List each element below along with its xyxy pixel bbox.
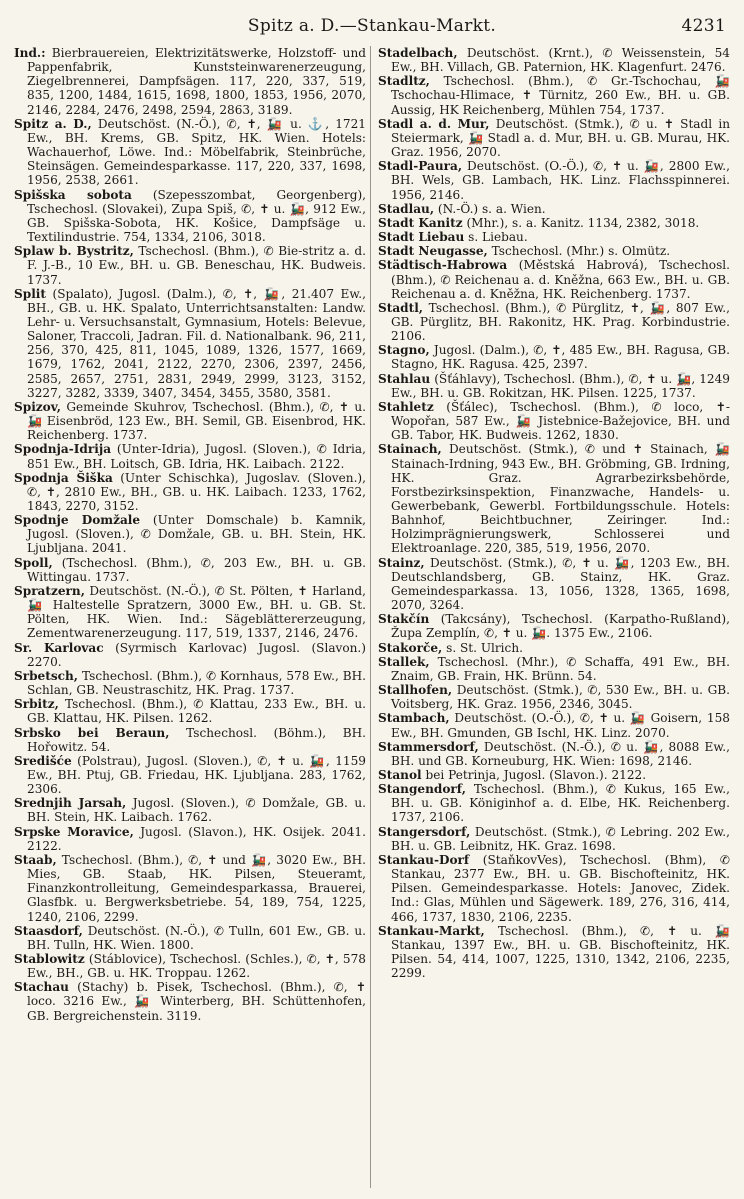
entry-text: Tschechosl. (Bhm.), ✆ Bie-stritz a. d. F. J.-B., 10 Ew., BH. u. GB. Beneschau, HK. Budweis. 1737. [27, 244, 366, 287]
entry-text: Tschechosl. (Bhm.), ✆ Gr.-Tschochau, 🚂 Tschochau-Hlimace, ✝ Türnitz, 260 Ew., BH. u. GB. Aussig, HK Reichenberg, Mühlen 754, 1737. [391, 74, 730, 117]
entry-headword: Stadl-Paura, [378, 159, 463, 174]
entry-headword: Srednjih Jarsah, [14, 796, 127, 811]
directory-entry [378, 301, 730, 343]
entry-text: Bierbrauereien, Elektrizitätswerke, Holzstoff- und Pappenfabrik, Kunststeinwarenerzeugung, Ziegelbrennerei, Dampfsägen. 117, 220, 337, 519, 835, 1200, 1484, 1615, 1698, 1800, 1853, 1956, 2070, 2146, 2284, 2476, 2498, 2594, 2863, 3189. [27, 46, 366, 117]
entry-headword: Srpske Moravice, [14, 824, 134, 839]
directory-entry [378, 46, 730, 74]
entry-text: (Městská Habrová), Tschechosl. (Bhm.), ✆ Reichenau a. d. Kněžna, 663 Ew., BH. u. GB. Reichenau a. d. Kněžna, HK. Reichenberg. 1737. [391, 258, 730, 301]
entry-headword: Ind.: [14, 46, 46, 60]
entry-headword: Sr. Karlovac [14, 640, 104, 655]
left-column [14, 46, 371, 1188]
entry-headword: Stadtl, [378, 300, 424, 315]
entry-text: (Mhr.), s. a. Kanitz. 1134, 2382, 3018. [466, 215, 700, 230]
entry-text: Jugosl. (Sloven.), ✆ Domžale, GB. u. BH. Stein, HK. Laibach. 1762. [27, 796, 366, 825]
entry-headword: Spitz a. D., [14, 116, 92, 131]
directory-entry [14, 513, 366, 555]
entry-headword: Stangersdorf, [378, 824, 471, 839]
entry-text: s. Liebau. [468, 230, 528, 245]
entry-headword: Staab, [14, 852, 57, 867]
directory-entry [378, 683, 730, 711]
entry-text: s. St. Ulrich. [446, 640, 523, 655]
entry-headword: Stakčín [378, 612, 430, 627]
directory-entry [378, 556, 730, 613]
directory-entry [14, 287, 366, 400]
directory-entry [378, 641, 730, 655]
entry-headword: Stankau-Dorf [378, 852, 470, 867]
entry-headword: Staasdorf, [14, 923, 83, 938]
directory-entry [14, 442, 366, 470]
directory-entry [14, 400, 366, 442]
entry-text: Tschechosl. (Mhr.), ✆ Schaffa, 491 Ew., BH. Znaim, GB. Frain, HK. Brünn. 54. [391, 654, 730, 683]
directory-entry [14, 556, 366, 584]
directory-entry [14, 980, 366, 1022]
entry-text: Tschechosl. (Böhm.), BH. Hořowitz. 54. [27, 725, 367, 754]
entry-text: bei Petrinja, Jugosl. (Slavon.). 2122. [425, 767, 647, 782]
entry-headword: Spoll, [14, 555, 53, 570]
entry-headword: Srbitz, [14, 697, 59, 712]
directory-entry [378, 258, 730, 300]
directory-entry [378, 655, 730, 683]
entry-text: Tschechosl. (Bhm.), ✆ Kornhaus, 578 Ew., BH. Schlan, GB. Neustraschitz, HK. Prag. 1737. [27, 668, 366, 698]
entry-headword: Stadt Kanitz [378, 215, 463, 230]
directory-entry [14, 924, 366, 952]
entry-text: (Unter Schischka), Jugoslav. (Sloven.), ✆, ✝, 2810 Ew., BH., GB. u. HK. Laibach. 1233, 1762, 1843, 2270, 3152. [27, 470, 366, 513]
entry-headword: Städtisch-Habrowa [378, 258, 508, 273]
entry-headword: Spodnja Šiška [14, 470, 113, 485]
entry-headword: Stadelbach, [378, 46, 458, 60]
entry-text: Deutschöst. (O.-Ö.), ✆, ✝ u. 🚂, 2800 Ew., BH. Wels, GB. Lambach, HK. Linz. Flachsspinnerei. 1956, 2146. [391, 159, 730, 202]
entry-headword: Spizov, [14, 399, 61, 414]
directory-entry [14, 669, 366, 697]
entry-headword: Stablowitz [14, 952, 85, 966]
directory-entry [378, 74, 730, 116]
directory-entry [378, 202, 730, 216]
entry-headword: Stachau [14, 980, 69, 995]
entry-columns [14, 46, 730, 1188]
entry-text: Tschechosl. (Bhm.), ✆ Kukus, 165 Ew., BH. u. GB. Königinhof a. d. Elbe, HK. Reichenberg. 1737, 2106. [391, 782, 730, 825]
entry-headword: Stambach, [378, 711, 450, 726]
entry-headword: Srbsko bei Beraun, [14, 725, 170, 740]
directory-entry [14, 584, 366, 641]
entry-headword: Stankau-Markt, [378, 923, 485, 938]
directory-entry [378, 400, 730, 442]
directory-entry [378, 372, 730, 400]
entry-headword: Stangendorf, [378, 782, 466, 797]
directory-entry [378, 740, 730, 768]
entry-headword: Srbetsch, [14, 668, 79, 683]
entry-text: Tschechosl. (Bhm.), ✆, ✝ u. 🚂 Stankau, 1397 Ew., BH. u. GB. Bischofteinitz, HK. Pilsen. 54, 414, 1007, 1225, 1310, 1342, 2106, 2235, 2299. [391, 923, 730, 981]
directory-entry [14, 796, 366, 824]
entry-headword: Spodnja-Idrija [14, 442, 112, 457]
directory-entry [14, 952, 366, 980]
entry-text: Deutschöst. (Stmk.), ✆, 530 Ew., BH. u. GB. Voitsberg, HK. Graz. 1956, 2346, 3045. [391, 683, 730, 712]
entry-headword: Središće [14, 753, 72, 768]
entry-text: (N.-Ö.) s. a. Wien. [437, 201, 546, 216]
entry-text: (Unter-Idria), Jugosl. (Sloven.), ✆ Idria, 851 Ew., BH. Loitsch, GB. Idria, HK. Laibach. 2122. [27, 442, 366, 471]
entry-headword: Stagno, [378, 343, 430, 358]
entry-text: (Syrmisch Karlovac) Jugosl. (Slavon.) 2270. [27, 640, 366, 669]
entry-headword: Stadt Neugasse, [378, 244, 488, 259]
entry-headword: Spišska sobota [14, 187, 132, 202]
directory-entry [14, 853, 366, 924]
page-header [0, 10, 744, 40]
directory-entry [378, 825, 730, 853]
entry-text: (Polstrau), Jugosl. (Sloven.), ✆, ✝ u. 🚂, 1159 Ew., BH. Ptuj, GB. Friedau, HK. Ljubljana. 283, 1762, 2306. [27, 753, 366, 797]
directory-entry [14, 188, 366, 245]
entry-headword: Stahlau [378, 371, 431, 386]
directory-entry [378, 343, 730, 371]
entry-headword: Stainach, [378, 442, 442, 457]
directory-entry [14, 471, 366, 513]
entry-headword: Spratzern, [14, 583, 85, 598]
entry-text: Tschechosl. (Bhm.), ✆ Klattau, 233 Ew., BH. u. GB. Klattau, HK. Pilsen. 1262. [27, 697, 366, 726]
directory-entry [378, 244, 730, 258]
directory-entry [378, 230, 730, 244]
entry-headword: Stakorče, [378, 640, 443, 655]
entry-text: Deutschöst. (N.-Ö.), ✆, ✝, 🚂 u. ⚓, 1721 Ew., BH. Krems, GB. Spitz, HK. Wien. Hotels: Wachauerhof, Löwe. Ind.: Möbelfabrik, Steinbrüche, Steinsägen. Gemeindesparkasse. 117, 220, 337, 1698, 1956, 2538, 2661. [27, 116, 366, 188]
directory-entry [14, 697, 366, 725]
entry-headword: Stadl a. d. Mur, [378, 116, 490, 131]
entry-text: (Stáblovice), Tschechosl. (Schles.), ✆, ✝, 578 Ew., BH., GB. u. HK. Troppau. 1262. [27, 952, 366, 981]
entry-text: Tschechosl. (Mhr.) s. Olmütz. [491, 244, 671, 259]
directory-entry [378, 159, 730, 201]
entry-headword: Stahletz [378, 399, 434, 414]
entry-headword: Stanol [378, 767, 422, 782]
entry-headword: Stadt Liebau [378, 230, 465, 245]
directory-entry [378, 612, 730, 640]
entry-headword: Stallek, [378, 654, 430, 669]
entry-text: (StaňkovVes), Tschechosl. (Bhm), ✆ Stankau, 2377 Ew., BH. u. GB. Bischofteinitz, HK. Pilsen. Gemeindesparkasse. Hotels: Janovec, Zidek. Ind.: Glas, Mühlen und Sägewerk. 189, 276, 316, 414, 466, 1737, 1830, 2106, 2235. [391, 852, 730, 924]
directory-entry [14, 244, 366, 286]
entry-text: (Tschechosl. (Bhm.), ✆, 203 Ew., BH. u. GB. Wittingau. 1737. [27, 555, 366, 584]
directory-entry [378, 117, 730, 159]
entry-text: (Šťáhlavy), Tschechosl. (Bhm.), ✆, ✝ u. 🚂, 1249 Ew., BH. u. GB. Rokitzan, HK. Pilsen. 1225, 1737. [391, 371, 730, 400]
entry-text: Deutschöst. (Stmk.), ✆ Lebring. 202 Ew., BH. u. GB. Leibnitz, HK. Graz. 1698. [391, 824, 730, 853]
directory-entry [14, 754, 366, 796]
entry-text: Deutschöst. (Stmk.), ✆ und ✝ Stainach, 🚂 Stainach-Irdning, 943 Ew., BH. Gröbming, GB. Irdning, HK. Graz. Agrarbezirksbehörde, Forstbezirksinspektion, Finanzwache, Handels- u. Gewerbebank, Gewerbl. Fortbildungsschule. Hotels: Bahnhof, Beichtbuchner, Zeiringer. Ind.: Holzimprägnierungswerk, Schlosserei und Elektroanlage. 220, 385, 519, 1956, 2070. [391, 442, 730, 556]
entry-text: (Unter Domschale) b. Kamnik, Jugosl. (Sloven.), ✆ Domžale, GB. u. BH. Stein, HK. Ljubljana. 2041. [27, 513, 366, 556]
entry-text: Deutschöst. (N.-Ö.), ✆ St. Pölten, ✝ Harland, 🚂 Haltestelle Spratzern, 3000 Ew., BH. u. GB. St. Pölten, HK. Wien. Ind.: Sägeblättererzeugung, Zementwarenerzeugung. 117, 519, 1337, 2146, 2476. [27, 583, 366, 641]
entry-text: Deutschöst. (N.-Ö.), ✆ u. 🚂, 8088 Ew., BH. und GB. Korneuburg, HK. Wien: 1698, 2146. [391, 739, 730, 768]
directory-entry [14, 641, 366, 669]
page-number: 4231 [681, 16, 726, 36]
directory-entry [14, 726, 366, 754]
entry-headword: Stadlau, [378, 201, 435, 216]
running-title: Spitz a. D.—Stankau-Markt. [247, 16, 497, 36]
entry-text: Deutschöst. (Stmk.), ✆ u. ✝ Stadl in Steiermark, 🚂 Stadl a. d. Mur, BH. u. GB. Murau, HK. Graz. 1956, 2070. [391, 116, 730, 160]
directory-entry [378, 442, 730, 555]
directory-entry [378, 853, 730, 924]
directory-entry [378, 768, 730, 782]
entry-text: Deutschöst. (N.-Ö.), ✆ Tulln, 601 Ew., GB. u. BH. Tulln, HK. Wien. 1800. [27, 923, 366, 952]
directory-entry [378, 711, 730, 739]
entry-text: Tschechosl. (Bhm.), ✆, ✝ und 🚂, 3020 Ew., BH. Mies, GB. Staab, HK. Pilsen, Steueramt, Finanzkontrolleitung, Gemeindesparkassa, Brauerei, Glasfbk. u. Bergwerksbetriebe. 54, 189, 754, 1225, 1240, 2106, 2299. [27, 852, 366, 924]
entry-text: Deutschöst. (Stmk.), ✆, ✝ u. 🚂, 1203 Ew., BH. Deutschlandsberg, GB. Stainz, HK. Graz. Gemeindesparkassa. 13, 1056, 1328, 1365, 1698, 2070, 3264. [391, 555, 730, 613]
entry-headword: Stallhofen, [378, 683, 453, 698]
entry-headword: Split [14, 286, 46, 301]
right-column [378, 46, 730, 1188]
directory-entry [378, 782, 730, 824]
entry-headword: Stammersdorf, [378, 739, 479, 754]
entry-headword: Stadltz, [378, 74, 430, 89]
entry-headword: Spodnje Domžale [14, 513, 141, 528]
entry-text: Jugosl. (Slavon.), HK. Osijek. 2041. 2122. [27, 824, 366, 853]
entry-text: (Szepesszombat, Georgenberg), Tschechosl. (Slovakei), Zupa Spiš, ✆, ✝ u. 🚂, 912 Ew., GB. Spišska-Sobota, HK. Košice, Dampfsäge u. Textilindustrie. 754, 1334, 2106, 3018. [27, 187, 366, 245]
entry-text: (Stachy) b. Pisek, Tschechosl. (Bhm.), ✆, ✝ loco. 3216 Ew., 🚂 Winterberg, BH. Schüttenhofen, GB. Bergreichenstein. 3119. [27, 980, 366, 1023]
directory-entry [14, 46, 366, 117]
entry-text: Tschechosl. (Bhm.), ✆ Pürglitz, ✝, 🚂, 807 Ew., GB. Pürglitz, BH. Rakonitz, HK. Prag. Korbindustrie. 2106. [391, 300, 730, 344]
directory-entry [378, 924, 730, 981]
entry-text: (Šťálec), Tschechosl. (Bhm.), ✆ loco, ✝-Wopořan, 587 Ew., 🚂 Jistebnice-Bažejovice, BH. und GB. Tabor, HK. Budweis. 1262, 1830. [391, 399, 730, 443]
entry-text: Jugosl. (Dalm.), ✆, ✝, 485 Ew., BH. Ragusa, GB. Stagno, HK. Ragusa. 425, 2397. [391, 343, 730, 372]
entry-text: Gemeinde Skuhrov, Tschechosl. (Bhm.), ✆, ✝ u. 🚂 Eisenbröd, 123 Ew., BH. Semil, GB. Eisenbrod, HK. Reichenberg. 1737. [27, 399, 366, 443]
entry-text: Deutschöst. (O.-Ö.), ✆, ✝ u. 🚂 Goisern, 158 Ew., BH. Gmunden, GB Ischl, HK. Linz. 2070. [391, 711, 730, 740]
directory-entry [14, 825, 366, 853]
entry-text: (Spalato), Jugosl. (Dalm.), ✆, ✝, 🚂, 21.407 Ew., BH., GB. u. HK. Spalato, Unterrichtsanstalten: Landw. Lehr- u. Versuchsanstalt, Gymnasium, Hotels: Belevue, Saloner, Traccoli, Jadran. Fil. d. Nationalbank. 96, 211, 256, 370, 425, 811, 1045, 1089, 1326, 1577, 1669, 1679, 1762, 2041, 2122, 2270, 2306, 2397, 2456, 2585, 2657, 2751, 2831, 2949, 2999, 3123, 3152, 3227, 3282, 3339, 3407, 3454, 3455, 3580, 3581. [27, 286, 366, 400]
entry-headword: Stainz, [378, 555, 425, 570]
directory-entry [14, 117, 366, 188]
entry-headword: Splaw b. Bystritz, [14, 244, 134, 259]
directory-entry [378, 216, 730, 230]
entry-text: (Takcsány), Tschechosl. (Karpatho-Rußland), Župa Zemplín, ✆, ✝ u. 🚂. 1375 Ew., 2106. [391, 612, 730, 641]
entry-text: Deutschöst. (Krnt.), ✆ Weissenstein, 54 Ew., BH. Villach, GB. Paternion, HK. Klagenfurt. 2476. [391, 46, 730, 75]
